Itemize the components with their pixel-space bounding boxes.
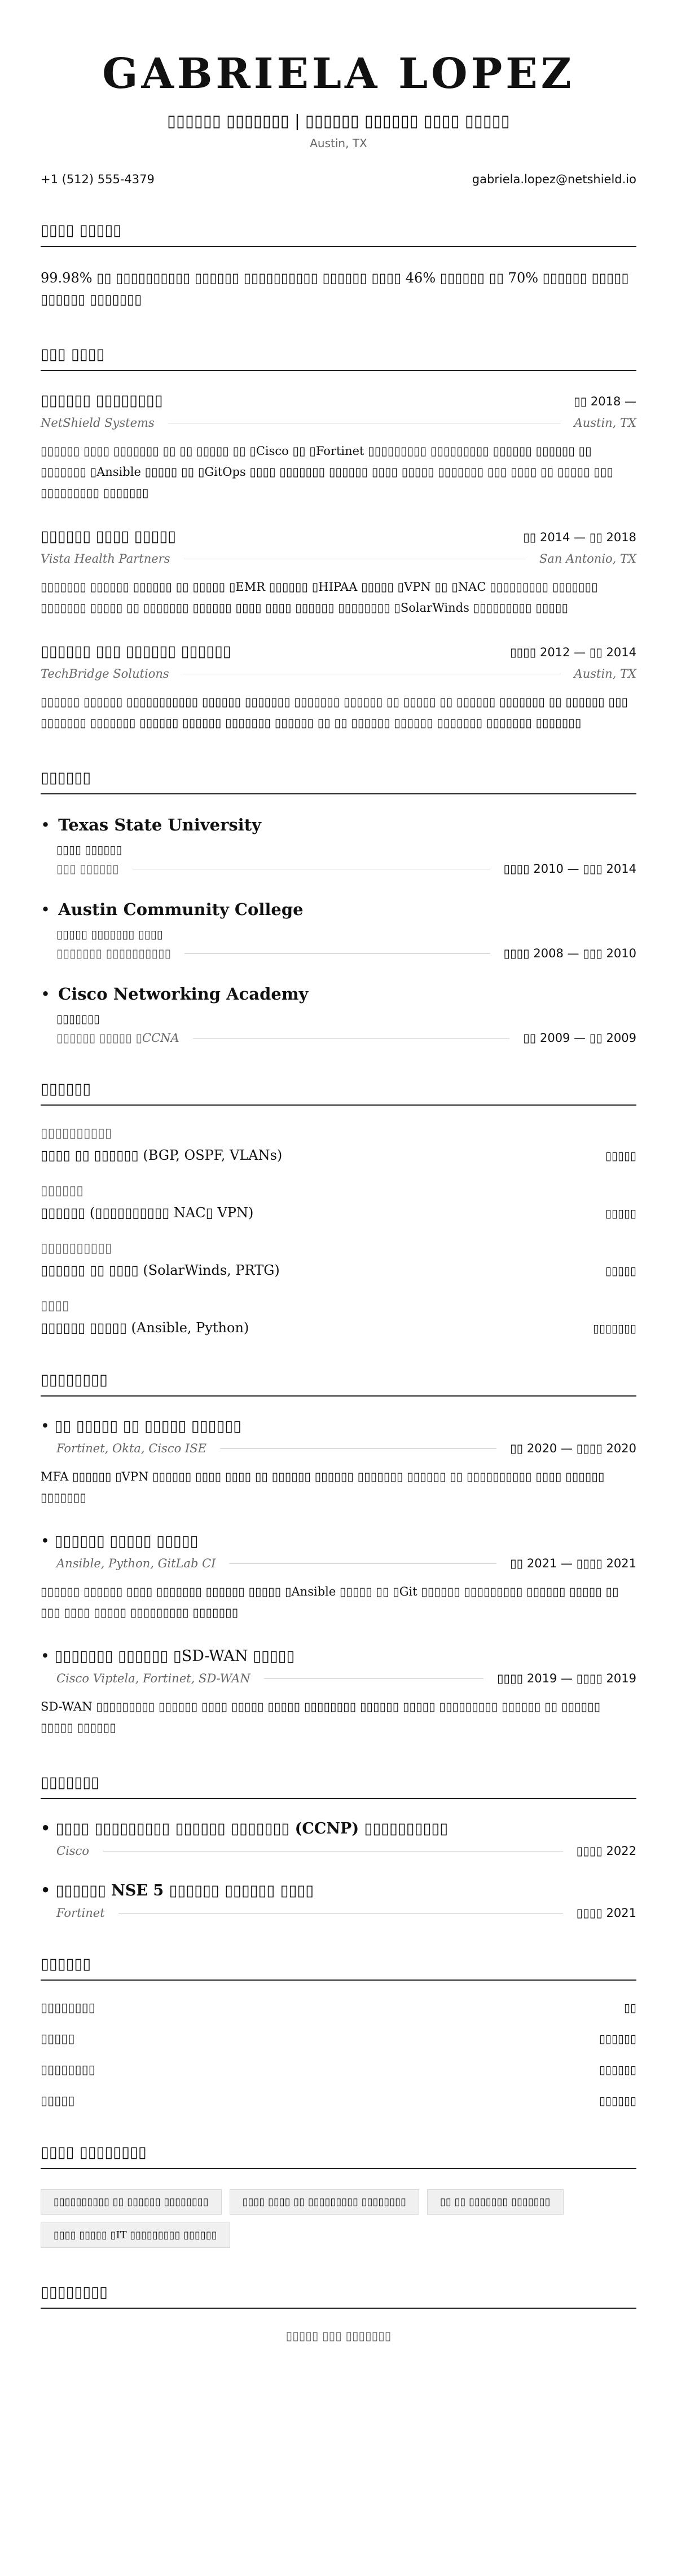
phone-number: +1 (512) 555-4379 — [41, 173, 155, 186]
divider — [184, 953, 490, 954]
section-title: ▯▯▯▯ ▯▯▯▯▯▯▯▯ — [41, 2143, 636, 2169]
interest-tag: ▯▯▯▯▯▯▯▯▯▯ ▯▯ ▯▯▯▯▯▯ ▯▯▯▯▯▯▯▯ — [41, 2189, 222, 2215]
language-name: ▯▯▯▯▯ — [41, 2094, 75, 2108]
skill-level: ▯▯▯▯▯ — [605, 1264, 636, 1278]
languages-section — [41, 1955, 636, 2108]
project-tech: Fortinet, Okta, Cisco ISE — [56, 1442, 206, 1455]
summary-section — [41, 221, 636, 310]
divider — [264, 1678, 483, 1679]
language-row — [41, 2001, 636, 2015]
language-name: ▯▯▯▯▯ — [41, 2032, 75, 2046]
candidate-name: GABRIELA LOPEZ — [102, 50, 575, 98]
skill-name: ▯▯▯▯ ▯▯ ▯▯▯▯▯▯ (BGP, OSPF, VLANs) — [41, 1147, 283, 1163]
skill-category: ▯▯▯▯▯▯▯▯▯▯ — [41, 1126, 112, 1141]
project-entry — [41, 1647, 636, 1738]
language-level: ▯▯ — [623, 2001, 636, 2014]
experience-entry — [41, 642, 636, 734]
resume-header — [41, 0, 636, 186]
skill-group — [41, 1298, 636, 1336]
bullet-icon: • — [41, 1647, 50, 1665]
certification-date: ▯▯▯▯ 2021 — [576, 1906, 636, 1920]
job-dates: ▯▯ 2014 — ▯▯ 2018 — [523, 531, 636, 544]
field-of-study: ▯▯▯▯▯▯ ▯▯▯▯▯ ▯CCNA — [56, 1031, 179, 1045]
job-dates: ▯▯ 2018 — — [574, 395, 636, 408]
language-row — [41, 2032, 636, 2046]
job-title: ▯▯▯▯▯▯ ▯▯▯ ▯▯▯▯▯▯ ▯▯▯▯▯▯ — [41, 643, 231, 660]
candidate-tagline: ▯▯▯▯▯▯ ▯▯▯▯▯▯▯ | ▯▯▯▯▯▯ ▯▯▯▯▯▯ ▯▯▯▯ ▯▯▯▯▯ — [167, 111, 510, 130]
interest-tag: ▯▯▯▯ ▯▯▯▯ ▯▯ ▯▯▯▯▯▯▯▯▯ ▯▯▯▯▯▯▯▯ — [230, 2189, 419, 2215]
skill-level: ▯▯▯▯▯▯▯ — [592, 1322, 636, 1335]
certification-issuer: Fortinet — [56, 1906, 105, 1920]
job-location: Austin, TX — [574, 416, 636, 430]
language-level: ▯▯▯▯▯▯ — [599, 2032, 636, 2045]
skill-category: ▯▯▯▯▯▯ — [41, 1183, 83, 1198]
field-of-study: ▯▯▯▯▯▯▯ ▯▯▯▯▯▯▯▯▯▯ — [56, 947, 172, 960]
skill-level: ▯▯▯▯▯ — [605, 1207, 636, 1220]
interests-section — [41, 2143, 636, 2248]
bullet-icon: • — [41, 1882, 51, 1899]
section-title: ▯▯▯▯▯▯ — [41, 1080, 636, 1106]
section-title: ▯▯▯▯▯▯▯▯ — [41, 1371, 636, 1397]
experience-entry — [41, 527, 636, 618]
interest-tag: ▯▯▯▯ ▯▯▯▯▯ ▯IT ▯▯▯▯▯▯▯▯▯ ▯▯▯▯▯▯ — [41, 2222, 230, 2248]
skill-group — [41, 1126, 636, 1163]
job-description: ▯▯▯▯▯▯ ▯▯▯▯▯▯ ▯▯▯▯▯▯▯▯▯▯▯ ▯▯▯▯▯▯ ▯▯▯▯▯▯▯ ▯▯▯▯▯▯▯ ▯▯▯▯▯▯ ▯▯ ▯▯▯▯▯ ▯▯ ▯▯▯▯▯▯ ▯▯▯▯▯▯▯ ▯▯ ▯▯▯▯▯▯ ▯▯▯ ▯▯▯▯▯▯▯ ▯▯▯▯▯▯▯ ▯▯▯▯▯▯ ▯▯▯▯▯▯ ▯▯▯▯▯▯▯ ▯▯▯▯▯▯ ▯▯ ▯▯ ▯▯▯▯▯▯ ▯▯▯▯▯▯ ▯▯▯▯▯▯▯ ▯▯▯▯▯▯▯ ▯▯▯▯▯▯▯ — [41, 695, 628, 730]
project-entry — [41, 1532, 636, 1623]
project-dates: ▯▯▯▯ 2019 — ▯▯▯▯ 2019 — [496, 1672, 636, 1685]
bullet-icon: • — [41, 1532, 50, 1550]
certification-title: ▯▯▯▯▯▯ NSE 5 ▯▯▯▯▯▯ ▯▯▯▯▯▯ ▯▯▯▯ — [55, 1882, 314, 1899]
degree-name: ▯▯▯▯▯▯▯ — [56, 1012, 100, 1026]
candidate-location: Austin, TX — [310, 136, 367, 150]
bullet-icon: • — [41, 900, 51, 919]
project-description: MFA ▯▯▯▯▯▯ ▯VPN ▯▯▯▯▯▯ ▯▯▯▯ ▯▯▯▯ ▯▯ ▯▯▯▯▯▯ ▯▯▯▯▯▯ ▯▯▯▯▯▯▯ ▯▯▯▯▯▯ ▯▯ ▯▯▯▯▯▯▯▯▯▯ ▯▯▯▯ ▯▯▯▯▯▯ ▯▯▯▯▯▯▯ — [41, 1470, 605, 1504]
language-row — [41, 2063, 636, 2077]
job-location: San Antonio, TX — [539, 552, 636, 565]
skill-name: ▯▯▯▯▯▯ ▯▯ ▯▯▯▯ (SolarWinds, PRTG) — [41, 1262, 280, 1278]
certification-issuer: Cisco — [56, 1844, 89, 1858]
contact-row — [41, 173, 636, 186]
education-dates: ▯▯▯▯ 2008 — ▯▯▯ 2010 — [503, 947, 636, 960]
certification-title: ▯▯▯▯ ▯▯▯▯▯▯▯▯▯ ▯▯▯▯▯▯ ▯▯▯▯▯▯▯ (CCNP) ▯▯▯▯▯▯▯▯▯▯ — [55, 1820, 449, 1837]
skill-level: ▯▯▯▯▯ — [605, 1149, 636, 1163]
field-of-study: ▯▯▯ ▯▯▯▯▯▯ — [56, 862, 119, 876]
project-title: ▯▯▯▯▯▯▯ ▯▯▯▯▯▯ ▯SD-WAN ▯▯▯▯▯ — [54, 1647, 295, 1665]
interest-tags — [41, 2189, 636, 2248]
certification-entry — [41, 1819, 636, 1858]
education-dates: ▯▯▯▯ 2010 — ▯▯▯ 2014 — [503, 862, 636, 876]
degree-name: ▯▯▯▯ ▯▯▯▯▯▯ — [56, 843, 122, 856]
education-entry — [41, 899, 636, 960]
project-dates: ▯▯ 2021 — ▯▯▯▯ 2021 — [510, 1557, 636, 1570]
email-address[interactable]: gabriela.lopez@netshield.io — [472, 173, 636, 186]
language-level: ▯▯▯▯▯▯ — [599, 2063, 636, 2076]
skills-section — [41, 1080, 636, 1336]
bullet-icon: • — [41, 1820, 51, 1837]
project-tech: Cisco Viptela, Fortinet, SD-WAN — [56, 1672, 250, 1685]
certifications-section — [41, 1773, 636, 1920]
references-text: ▯▯▯▯▯ ▯▯▯ ▯▯▯▯▯▯▯ — [285, 2329, 392, 2343]
job-dates: ▯▯▯▯ 2012 — ▯▯ 2014 — [510, 646, 636, 659]
experience-entry — [41, 391, 636, 503]
school-name: Austin Community College — [58, 900, 304, 919]
project-title: ▯▯▯▯▯▯ ▯▯▯▯▯ ▯▯▯▯▯ — [54, 1532, 199, 1550]
certification-entry — [41, 1881, 636, 1920]
education-dates: ▯▯ 2009 — ▯▯ 2009 — [523, 1031, 636, 1045]
bullet-icon: • — [41, 1417, 50, 1435]
interest-tag: ▯▯ ▯▯ ▯▯▯▯▯▯▯ ▯▯▯▯▯▯▯ — [427, 2189, 563, 2215]
project-title: ▯▯ ▯▯▯▯▯ ▯▯ ▯▯▯▯▯ ▯▯▯▯▯▯ — [54, 1417, 242, 1435]
section-title: ▯▯▯▯ ▯▯▯▯▯ — [41, 221, 636, 247]
language-name: ▯▯▯▯▯▯▯▯ — [41, 2063, 95, 2077]
project-entry — [41, 1417, 636, 1508]
section-title: ▯▯▯▯▯▯▯▯ — [41, 2283, 636, 2309]
degree-name: ▯▯▯▯▯ ▯▯▯▯▯▯▯ ▯▯▯▯ — [56, 927, 163, 941]
language-row — [41, 2094, 636, 2108]
project-dates: ▯▯ 2020 — ▯▯▯▯ 2020 — [510, 1442, 636, 1455]
projects-section — [41, 1371, 636, 1738]
language-name: ▯▯▯▯▯▯▯▯ — [41, 2001, 95, 2015]
school-name: Texas State University — [58, 815, 261, 834]
school-name: Cisco Networking Academy — [58, 984, 309, 1004]
bullet-icon: • — [41, 984, 51, 1004]
section-title: ▯▯▯▯▯▯ — [41, 768, 636, 794]
skill-name: ▯▯▯▯▯▯ (▯▯▯▯▯▯▯▯▯▯ NAC▯ VPN) — [41, 1205, 254, 1221]
project-description: SD-WAN ▯▯▯▯▯▯▯▯▯ ▯▯▯▯▯▯ ▯▯▯▯ ▯▯▯▯▯ ▯▯▯▯▯ ▯▯▯▯▯▯▯▯ ▯▯▯▯▯▯ ▯▯▯▯▯ ▯▯▯▯▯▯▯▯▯ ▯▯▯▯▯▯ ▯▯ ▯▯▯▯▯▯ ▯▯▯▯▯ ▯▯▯▯▯▯ — [41, 1700, 601, 1734]
company-name: TechBridge Solutions — [41, 667, 169, 681]
job-description: ▯▯▯▯▯▯ ▯▯▯▯ ▯▯▯▯▯▯▯ ▯▯ ▯▯ ▯▯▯▯▯ ▯▯ ▯Cisco ▯▯ ▯Fortinet ▯▯▯▯▯▯▯▯▯ ▯▯▯▯▯▯▯▯▯ ▯▯▯▯▯▯ ▯▯▯▯▯▯ ▯▯ ▯▯▯▯▯▯▯ ▯Ansible ▯▯▯▯▯ ▯▯ ▯GitOps ▯▯▯▯ ▯▯▯▯▯▯▯ ▯▯▯▯▯▯ ▯▯▯▯ ▯▯▯▯▯ ▯▯▯▯▯▯▯ ▯▯▯ ▯▯▯▯ ▯▯ ▯▯▯▯▯ ▯▯▯ ▯▯▯▯▯▯▯▯▯ ▯▯▯▯▯▯▯ — [41, 444, 613, 500]
skill-category: ▯▯▯▯ — [41, 1298, 69, 1313]
section-title: ▯▯▯ ▯▯▯▯ — [41, 345, 636, 371]
summary-text: 99.98% ▯▯ ▯▯▯▯▯▯▯▯▯▯ ▯▯▯▯▯▯ ▯▯▯▯▯▯▯▯▯▯ ▯▯▯▯▯▯ ▯▯▯▯ 46% ▯▯▯▯▯▯ ▯▯ 70% ▯▯▯▯▯▯ ▯▯▯▯▯ ▯▯▯▯▯▯ ▯▯▯▯▯▯▯ — [41, 270, 629, 307]
company-name: NetShield Systems — [41, 416, 155, 430]
education-section — [41, 768, 636, 1045]
certification-date: ▯▯▯▯ 2022 — [576, 1844, 636, 1858]
skill-group — [41, 1241, 636, 1278]
divider — [103, 1851, 563, 1852]
references-section — [41, 2283, 636, 2343]
language-level: ▯▯▯▯▯▯ — [599, 2094, 636, 2107]
job-title: ▯▯▯▯▯▯ ▯▯▯▯▯▯▯▯ — [41, 392, 163, 409]
divider — [229, 1563, 496, 1564]
education-entry — [41, 984, 636, 1045]
section-title: ▯▯▯▯▯▯ — [41, 1955, 636, 1981]
job-description: ▯▯▯▯▯▯▯ ▯▯▯▯▯▯ ▯▯▯▯▯▯ ▯▯ ▯▯▯▯▯ ▯EMR ▯▯▯▯▯▯ ▯HIPAA ▯▯▯▯▯ ▯VPN ▯▯ ▯NAC ▯▯▯▯▯▯▯▯▯ ▯▯▯▯▯▯▯ ▯▯▯▯▯▯▯ ▯▯▯▯▯ ▯▯ ▯▯▯▯▯▯▯ ▯▯▯▯▯▯ ▯▯▯▯ ▯▯▯▯ ▯▯▯▯▯▯ ▯▯▯▯▯▯▯▯ ▯SolarWinds ▯▯▯▯▯▯▯▯▯ ▯▯▯▯▯ — [41, 580, 598, 615]
section-title: ▯▯▯▯▯▯▯ — [41, 1773, 636, 1799]
divider — [220, 1448, 496, 1449]
divider — [193, 1038, 509, 1039]
project-description: ▯▯▯▯▯▯ ▯▯▯▯▯▯ ▯▯▯▯ ▯▯▯▯▯▯▯ ▯▯▯▯▯▯ ▯▯▯▯▯ ▯Ansible ▯▯▯▯▯ ▯▯ ▯Git ▯▯▯▯▯▯ ▯▯▯▯▯▯▯▯▯ ▯▯▯▯▯▯ ▯▯▯▯▯ ▯▯ ▯▯▯ ▯▯▯▯ ▯▯▯▯▯ ▯▯▯▯▯▯▯▯▯ ▯▯▯▯▯▯▯ — [41, 1585, 619, 1619]
education-entry — [41, 815, 636, 876]
job-title: ▯▯▯▯▯▯ ▯▯▯▯ ▯▯▯▯▯ — [41, 528, 177, 545]
skill-name: ▯▯▯▯▯▯ ▯▯▯▯▯ (Ansible, Python) — [41, 1320, 249, 1336]
project-tech: Ansible, Python, GitLab CI — [56, 1557, 216, 1570]
skill-category: ▯▯▯▯▯▯▯▯▯▯ — [41, 1241, 112, 1256]
bullet-icon: • — [41, 815, 51, 834]
skill-group — [41, 1183, 636, 1221]
job-location: Austin, TX — [574, 667, 636, 681]
experience-section — [41, 345, 636, 734]
company-name: Vista Health Partners — [41, 552, 170, 565]
divider — [118, 1913, 563, 1914]
